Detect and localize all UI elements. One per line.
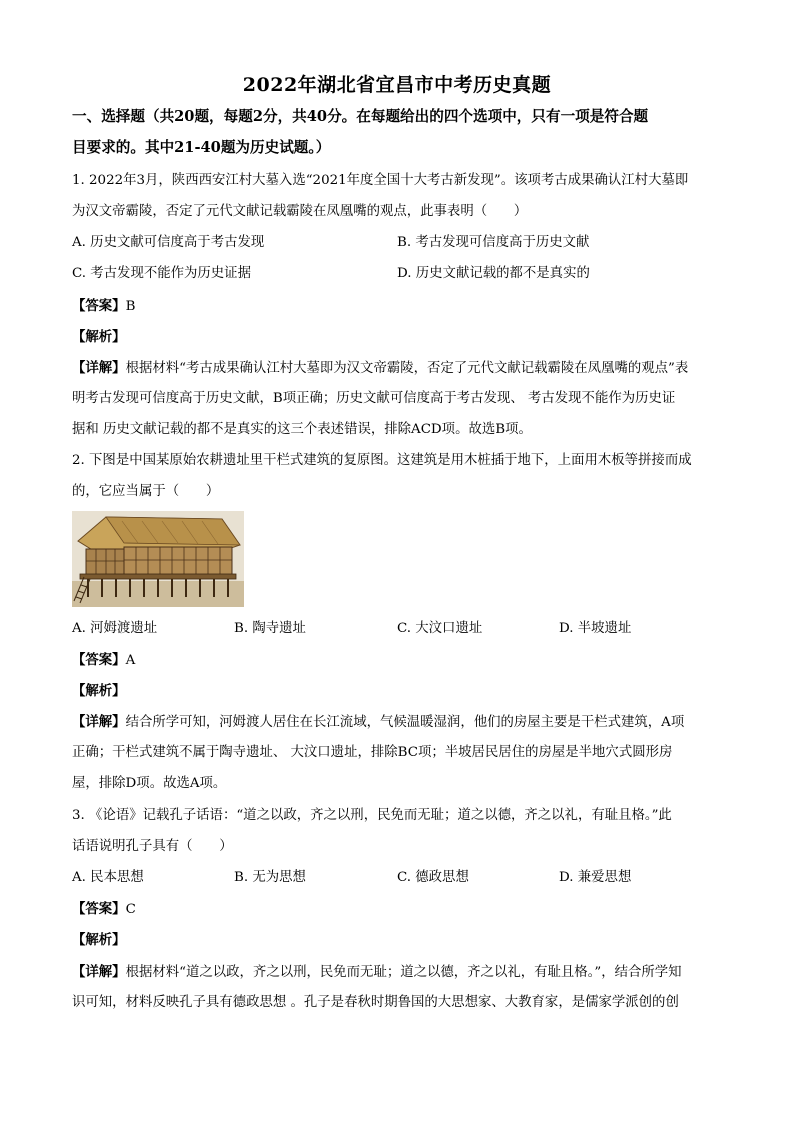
detail-tag: 【详解】 xyxy=(72,714,126,730)
q2-option-d: D. 半坡遗址 xyxy=(559,621,632,636)
stilt-house-illustration xyxy=(72,511,244,607)
section-heading-line2: 目要求的。其中21-40题为历史试题。） xyxy=(72,139,331,156)
q3-option-b: B. 无为思想 xyxy=(234,870,306,885)
q1-option-c: C. 考古发现不能作为历史证据 xyxy=(72,266,251,281)
q1-option-b: B. 考古发现可信度高于历史文献 xyxy=(397,235,590,250)
q3-answer-value: C xyxy=(125,902,136,917)
q2-detail-line2: 正确；干栏式建筑不属于陶寺遗址、 大汶口遗址，排除BC项；半坡居民居住的房屋是半地穴式圆形房 xyxy=(72,745,673,760)
q1-analysis-tag xyxy=(72,327,732,348)
answer-tag: 【答案】 xyxy=(72,298,126,314)
q2-detail-line3: 屋，排除D项。故选A项。 xyxy=(72,776,227,791)
q1-stem-line1: 1. 2022年3月，陕西西安江村大墓入选“2021年度全国十大考古新发现”。该项考古成果确认江村大墓即 xyxy=(72,173,689,188)
q3-answer xyxy=(72,899,732,920)
analysis-tag: 【解析】 xyxy=(72,329,126,345)
answer-tag: 【答案】 xyxy=(72,901,126,917)
q2-answer-value: A xyxy=(125,653,136,668)
q1-answer-value: B xyxy=(125,299,136,314)
q1-detail-line3: 据和 历史文献记载的都不是真实的这三个表述错误，排除ACD项。故选B项。 xyxy=(72,422,532,437)
q2-stem-line2: 的，它应当属于（ ） xyxy=(72,484,220,499)
q2-stem-line1: 2. 下图是中国某原始农耕遗址里干栏式建筑的复原图。这建筑是用木桩插于地下，上面用木板等拼接而成 xyxy=(72,453,692,468)
detail-tag: 【详解】 xyxy=(72,360,126,376)
section-heading-line1: 一、选择题（共20题，每题2分，共40分。在每题给出的四个选项中，只有一项是符合题 xyxy=(72,108,649,125)
q1-detail-line2: 明考古发现可信度高于历史文献，B项正确；历史文献可信度高于考古发现、 考古发现不能作为历史证 xyxy=(72,391,676,406)
q1-option-d: D. 历史文献记载的都不是真实的 xyxy=(397,266,590,281)
q3-option-c: C. 德政思想 xyxy=(397,870,469,885)
analysis-tag: 【解析】 xyxy=(72,683,126,699)
q2-analysis-tag xyxy=(72,681,732,702)
q3-stem-line1: 3. 《论语》记载孔子话语：“道之以政，齐之以刑，民免而无耻；道之以德，齐之以礼，有耻且格。”此 xyxy=(72,808,672,823)
answer-tag: 【答案】 xyxy=(72,652,126,668)
q1-detail-text1: 根据材料“考古成果确认江村大墓即为汉文帝霸陵，否定了元代文献记载霸陵在凤凰嘴的观点”表 xyxy=(125,361,689,376)
detail-tag: 【详解】 xyxy=(72,964,126,980)
q2-detail-text1: 结合所学可知，河姆渡人居住在长江流域，气候温暖湿润，他们的房屋主要是干栏式建筑，A项 xyxy=(125,715,685,730)
q2-option-c: C. 大汶口遗址 xyxy=(397,621,483,636)
q2-detail-line1 xyxy=(72,712,732,733)
q3-detail-line2: 识可知，材料反映孔子具有德政思想 。孔子是春秋时期鲁国的大思想家、大教育家，是儒家学派创的创 xyxy=(72,995,679,1010)
q3-option-a: A. 民本思想 xyxy=(72,870,144,885)
q2-option-a: A. 河姆渡遗址 xyxy=(72,621,158,636)
q2-option-b: B. 陶寺遗址 xyxy=(234,621,306,636)
q2-answer xyxy=(72,650,732,671)
q3-stem-line2: 话语说明孔子具有（ ） xyxy=(72,839,233,854)
q1-answer xyxy=(72,296,732,317)
q1-detail-line1 xyxy=(72,358,732,379)
q3-detail-line1 xyxy=(72,962,732,983)
q3-option-d: D. 兼爱思想 xyxy=(559,870,632,885)
q1-stem-line2: 为汉文帝霸陵，否定了元代文献记载霸陵在凤凰嘴的观点，此事表明（ ） xyxy=(72,204,528,219)
analysis-tag: 【解析】 xyxy=(72,932,126,948)
q3-detail-text1: 根据材料“道之以政，齐之以刑，民免而无耻；道之以德，齐之以礼，有耻且格。”，结合所学知 xyxy=(125,965,682,980)
q3-analysis-tag xyxy=(72,930,732,951)
page-title: 2022年湖北省宜昌市中考历史真题 xyxy=(242,74,552,96)
q1-option-a: A. 历史文献可信度高于考古发现 xyxy=(72,235,265,250)
